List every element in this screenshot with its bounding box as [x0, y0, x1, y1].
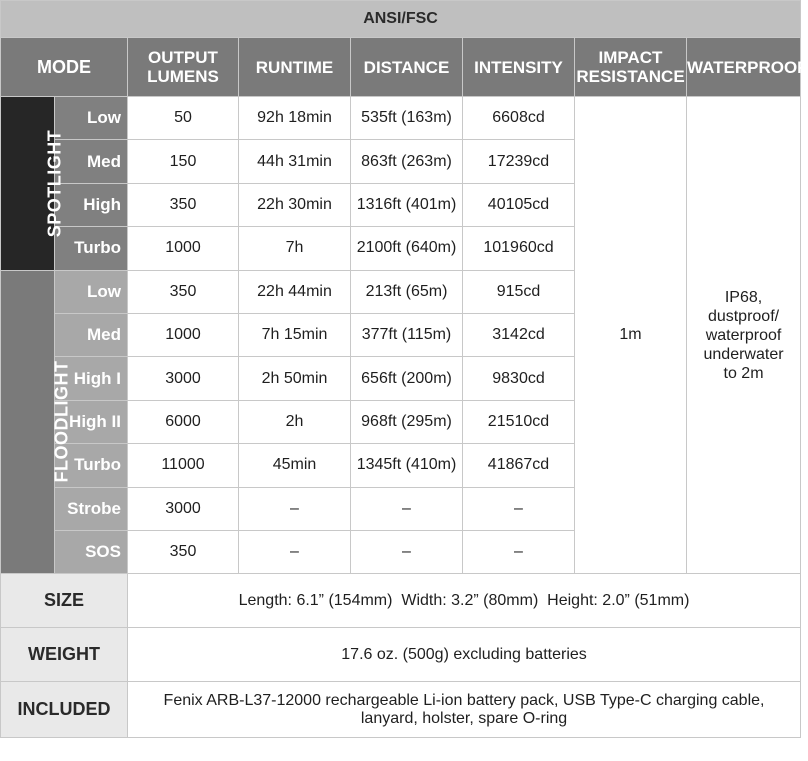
- header-waterproof: WATERPROOF: [687, 38, 801, 97]
- group-spotlight: [1, 97, 65, 271]
- runtime-cell: –: [239, 530, 351, 573]
- mode-cell: High: [55, 183, 128, 226]
- size-row: [1, 574, 801, 628]
- distance-cell: 1316ft (401m): [351, 183, 463, 226]
- mode-cell: Turbo: [55, 444, 128, 487]
- runtime-cell: 44h 31min: [239, 140, 351, 183]
- header-intensity: INTENSITY: [463, 38, 575, 97]
- intensity-cell: –: [463, 530, 575, 573]
- header-runtime: RUNTIME: [239, 38, 351, 97]
- distance-cell: 656ft (200m): [351, 357, 463, 400]
- lumens-cell: 150: [128, 140, 239, 183]
- mode-cell: Low: [55, 270, 128, 313]
- size-value: Length: 6.1” (154mm) Width: 3.2” (80mm) Height: 2.0” (51mm): [128, 574, 801, 628]
- lumens-cell: 1000: [128, 313, 239, 356]
- mode-cell: Strobe: [55, 487, 128, 530]
- distance-cell: –: [351, 487, 463, 530]
- group-spotlight-label: SPOTLIGHT: [44, 129, 65, 238]
- intensity-cell: 17239cd: [463, 140, 575, 183]
- weight-value: 17.6 oz. (500g) excluding batteries: [128, 628, 801, 682]
- distance-cell: 863ft (263m): [351, 140, 463, 183]
- intensity-cell: 915cd: [463, 270, 575, 313]
- lumens-cell: 50: [128, 97, 239, 140]
- included-label: INCLUDED: [1, 682, 128, 738]
- size-label: SIZE: [1, 574, 128, 628]
- header-impact-resistance: IMPACT RESISTANCE: [575, 38, 687, 97]
- runtime-cell: 45min: [239, 444, 351, 487]
- mode-cell: Med: [55, 313, 128, 356]
- included-value: Fenix ARB-L37-12000 rechargeable Li-ion battery pack, USB Type-C charging cable, lanyard, holster, spare O-ring: [128, 682, 801, 738]
- lumens-cell: 6000: [128, 400, 239, 443]
- intensity-cell: 101960cd: [463, 227, 575, 270]
- group-floodlight-label: FLOODLIGHT: [51, 360, 72, 483]
- lumens-cell: 350: [128, 270, 239, 313]
- runtime-cell: 22h 30min: [239, 183, 351, 226]
- table-row: [1, 97, 801, 140]
- runtime-cell: 92h 18min: [239, 97, 351, 140]
- mode-cell: Low: [55, 97, 128, 140]
- intensity-cell: 9830cd: [463, 357, 575, 400]
- mode-cell: Med: [55, 140, 128, 183]
- runtime-cell: 7h 15min: [239, 313, 351, 356]
- mode-cell: Turbo: [55, 227, 128, 270]
- lumens-cell: 350: [128, 530, 239, 573]
- table-title: ANSI/FSC: [1, 1, 801, 38]
- waterproof-value: [687, 97, 801, 574]
- intensity-cell: 40105cd: [463, 183, 575, 226]
- distance-cell: 2100ft (640m): [351, 227, 463, 270]
- group-floodlight: [1, 270, 72, 574]
- distance-cell: 535ft (163m): [351, 97, 463, 140]
- mode-cell: High II: [55, 400, 128, 443]
- intensity-cell: 6608cd: [463, 97, 575, 140]
- header-output-lumens: OUTPUT LUMENS: [128, 38, 239, 97]
- mode-cell: High I: [55, 357, 128, 400]
- distance-cell: –: [351, 530, 463, 573]
- distance-cell: 968ft (295m): [351, 400, 463, 443]
- runtime-cell: 2h 50min: [239, 357, 351, 400]
- lumens-cell: 11000: [128, 444, 239, 487]
- intensity-cell: 41867cd: [463, 444, 575, 487]
- distance-cell: 377ft (115m): [351, 313, 463, 356]
- distance-cell: 1345ft (410m): [351, 444, 463, 487]
- weight-row: [1, 628, 801, 682]
- intensity-cell: 21510cd: [463, 400, 575, 443]
- lumens-cell: 3000: [128, 487, 239, 530]
- runtime-cell: 22h 44min: [239, 270, 351, 313]
- lumens-cell: 350: [128, 183, 239, 226]
- header-distance: DISTANCE: [351, 38, 463, 97]
- runtime-cell: 2h: [239, 400, 351, 443]
- header-mode: MODE: [1, 38, 128, 97]
- runtime-cell: 7h: [239, 227, 351, 270]
- runtime-cell: –: [239, 487, 351, 530]
- included-row: [1, 682, 801, 738]
- intensity-cell: 3142cd: [463, 313, 575, 356]
- weight-label: WEIGHT: [1, 628, 128, 682]
- lumens-cell: 1000: [128, 227, 239, 270]
- mode-cell: SOS: [55, 530, 128, 573]
- waterproof-text: IP68, dustproof/ waterproof underwater to 2m: [703, 288, 784, 382]
- impact-resistance-value: 1m: [575, 97, 687, 574]
- lumens-cell: 3000: [128, 357, 239, 400]
- distance-cell: 213ft (65m): [351, 270, 463, 313]
- intensity-cell: –: [463, 487, 575, 530]
